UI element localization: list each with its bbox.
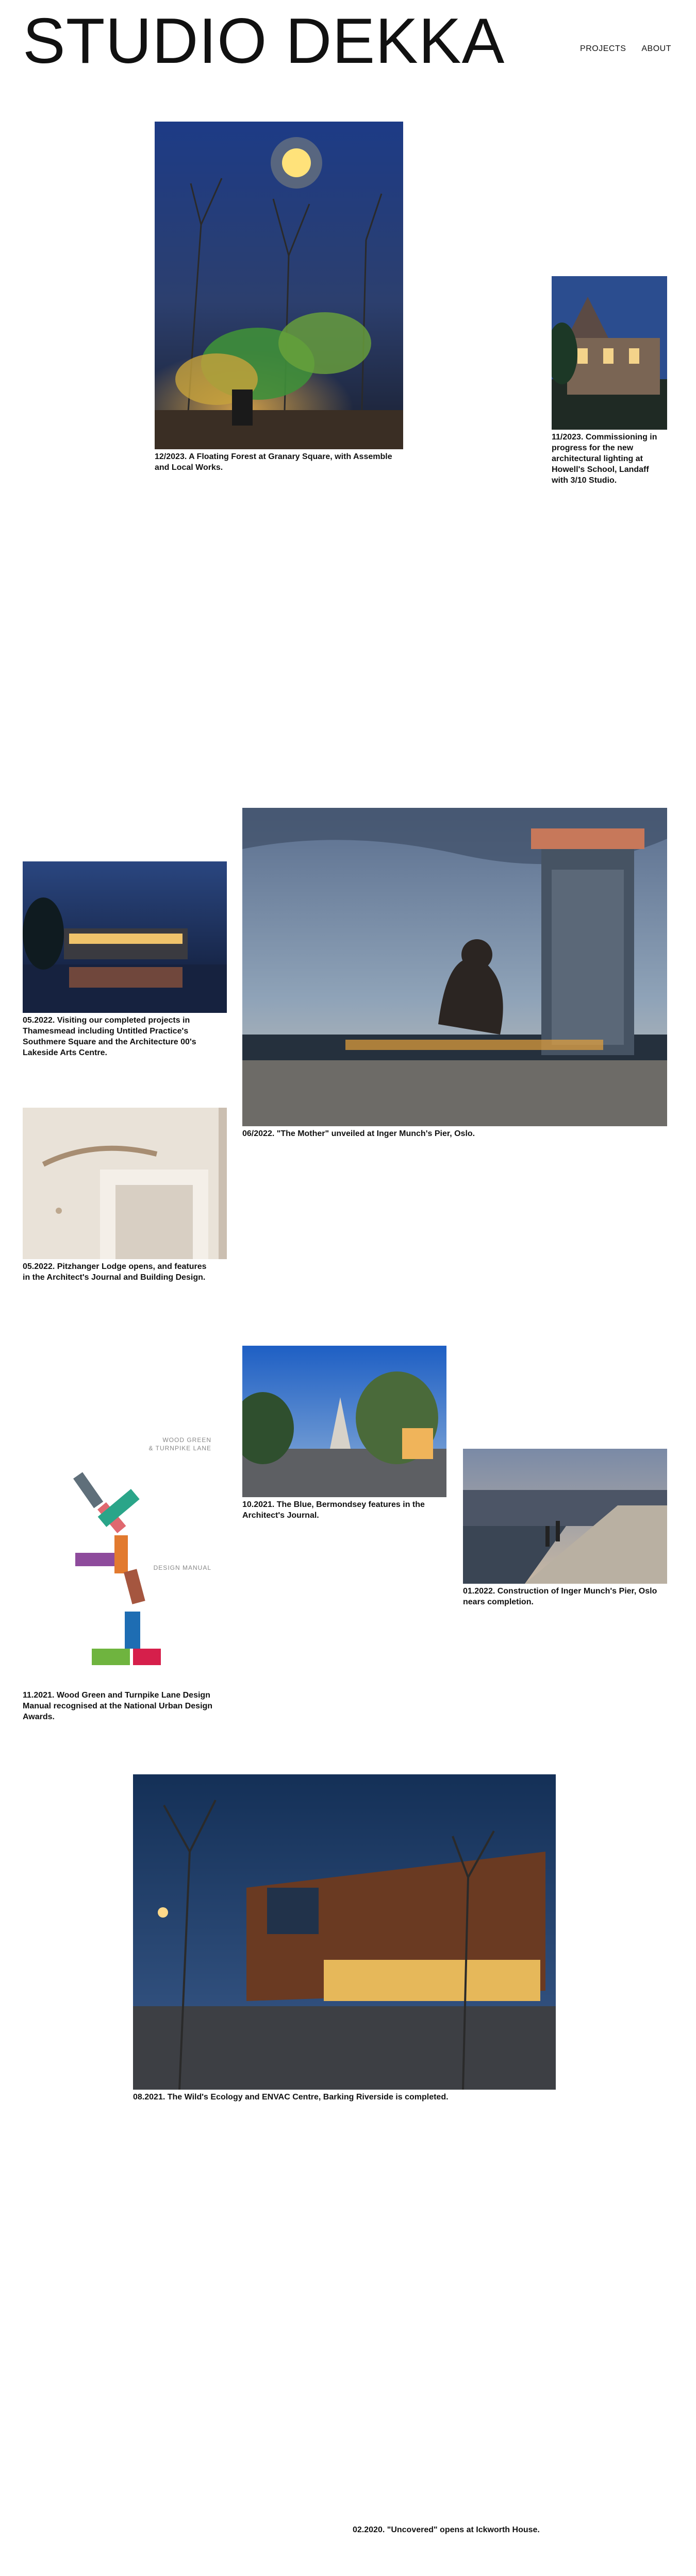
- bar-orange: [114, 1535, 128, 1573]
- the-mother-photo[interactable]: [242, 808, 667, 1126]
- pitzhanger-lodge-caption: 05.2022. Pitzhanger Lodge opens, and features in the Architect's Journal and Building Design.: [23, 1262, 207, 1282]
- nav-projects[interactable]: PROJECTS: [580, 44, 626, 53]
- granary-square-caption: 12/2023. A Floating Forest at Granary Square, with Assemble and Local Works.: [155, 452, 392, 472]
- uncovered-caption: 02.2020. "Uncovered" opens at Ickworth House.: [353, 2526, 540, 2534]
- wood-green-title-line2: & TURNPIKE LANE: [148, 1445, 211, 1452]
- nav-about[interactable]: ABOUT: [641, 44, 671, 53]
- bar-crimson: [133, 1649, 161, 1665]
- wood-green-caption: 11.2021. Wood Green and Turnpike Lane Design Manual recognised at the National Urban Design Awards.: [23, 1691, 213, 1722]
- wood-green-design-manual-graphic[interactable]: [23, 1422, 227, 1669]
- wood-green-title-line1: WOOD GREEN: [162, 1436, 211, 1444]
- bar-grey: [73, 1472, 103, 1508]
- main-nav: [580, 44, 671, 54]
- design-manual-label: DESIGN MANUAL: [153, 1564, 211, 1571]
- wood-green-bars-graphic: [23, 1422, 227, 1669]
- howells-school-caption: 11/2023. Commissioning in progress for the new architectural lighting at Howell's School, Landaff with 3/10 Studio.: [552, 433, 657, 485]
- thamesmead-caption: 05.2022. Visiting our completed projects in Thamesmead including Untitled Practice's Southmere Square and the Architecture 00's Lakeside Arts Centre.: [23, 1016, 196, 1058]
- the-mother-caption: 06/2022. "The Mother" unveiled at Inger Munch's Pier, Oslo.: [242, 1129, 475, 1138]
- bar-blue: [125, 1612, 140, 1649]
- site-logo[interactable]: STUDIO DEKKA: [23, 6, 505, 77]
- munch-pier-caption: 01.2022. Construction of Inger Munch's Pier, Oslo nears completion.: [463, 1587, 657, 1607]
- howells-school-photo[interactable]: [552, 276, 667, 430]
- bar-purple: [75, 1553, 114, 1566]
- bar-brown: [124, 1569, 145, 1604]
- the-blue-photo[interactable]: [242, 1346, 446, 1497]
- thamesmead-photo[interactable]: [23, 861, 227, 1013]
- granary-square-photo[interactable]: [155, 122, 403, 449]
- the-blue-caption: 10.2021. The Blue, Bermondsey features in the Architect's Journal.: [242, 1500, 425, 1520]
- wild-ecology-caption: 08.2021. The Wild's Ecology and ENVAC Centre, Barking Riverside is completed.: [133, 2093, 449, 2102]
- munch-pier-photo[interactable]: [463, 1449, 667, 1584]
- wild-ecology-centre-photo[interactable]: [133, 1774, 556, 2090]
- bar-light-green: [92, 1649, 130, 1665]
- pitzhanger-lodge-photo[interactable]: [23, 1108, 227, 1259]
